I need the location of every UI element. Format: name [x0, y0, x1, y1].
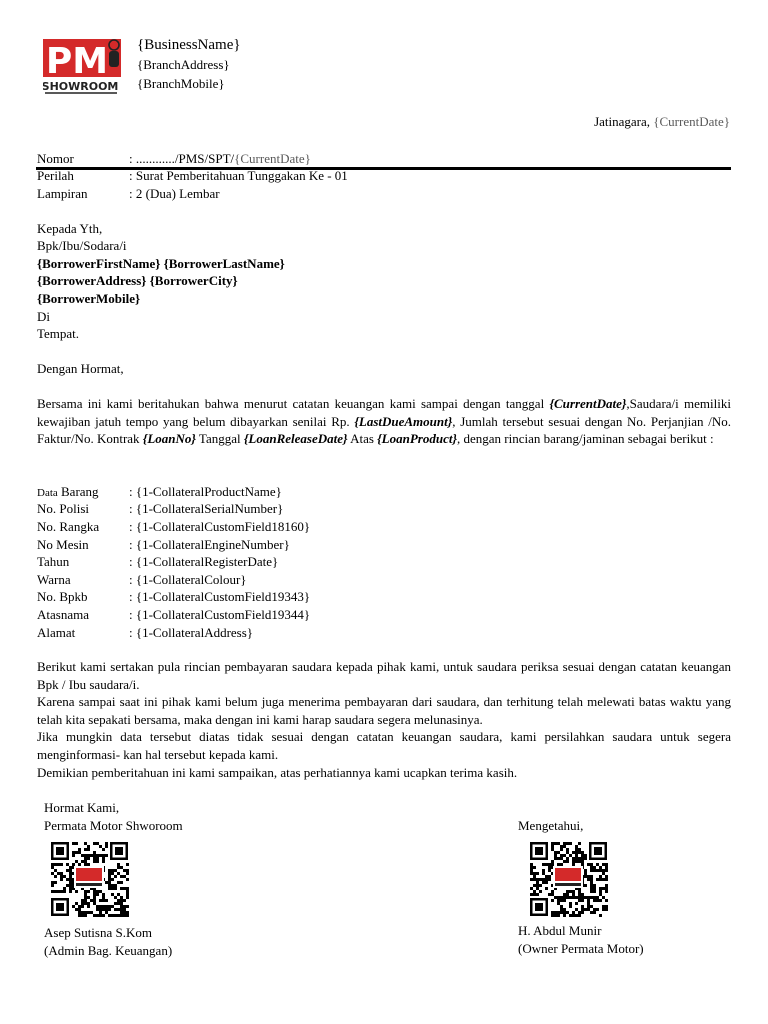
meta-row-perilah: [37, 167, 731, 184]
borrower-name: {BorrowerFirstName} {BorrowerLastName}: [37, 256, 285, 271]
qr-signature-right: [530, 842, 608, 917]
borrower-address: {BorrowerAddress} {BorrowerCity}: [37, 273, 238, 288]
signature-left-company: Permata Motor Shworoom: [44, 818, 183, 833]
collateral-label: No. Bpkb: [37, 589, 88, 604]
branch-mobile: {BranchMobile}: [137, 76, 225, 91]
recipient-line2: Bpk/Ibu/Sodara/i: [37, 238, 127, 253]
collateral-row: [37, 553, 731, 570]
recipient-tempat: Tempat.: [37, 326, 80, 341]
body-paragraph: Bersama ini kami beritahukan bahwa menurut catatan keuangan kami sampai dengan tanggal {CurrentDate},Saudara/i memiliki kewajiban jatuh tempo yang belum dibayarkan senilai Rp. {LastDueAmount}, Jumlah tersebut sesuai dengan No. Perjanjian /No. Faktur/No. Kontrak {LoanNo} Tanggal {LoanReleaseDate} Atas {LoanProduct}, dengan rincian barang/jaminan sebagai berikut :: [37, 396, 732, 447]
collateral-value: : {1-CollateralEngineNumber}: [129, 537, 290, 552]
recipient-line1: Kepada Yth,: [37, 221, 103, 236]
meta-value: : ............/PMS/SPT/{CurrentDate}: [129, 151, 311, 166]
closing-paragraph-3: Jika mungkin data tersebut diatas tidak sesuai dengan catatan keuangan saudara, kami persilahkan saudara untuk segera menginformasi- kan hal tersebut kepada kami.: [37, 729, 731, 762]
logo-text: PM: [45, 41, 109, 82]
qr-logo-mark: [76, 868, 102, 881]
closing-paragraph-4: Demikian pemberitahuan ini kami sampaikan, atas perhatiannya kami ucapkan terima kasih.: [37, 765, 518, 780]
closing-paragraph-2: Karena sampai saat ini pihak kami belum juga menerima pembayaran dari saudara, dan terhitung telah melewati batas waktu yang telah kita sepakati bersama, maka dengan ini kami harap saudara segera melunasinya.: [37, 694, 731, 727]
collateral-row: [37, 606, 731, 623]
collateral-value: : {1-CollateralProductName}: [129, 484, 282, 499]
collateral-value: : {1-CollateralColour}: [129, 572, 247, 587]
collateral-value: : {1-CollateralAddress}: [129, 625, 254, 640]
collateral-label: No. Polisi: [37, 501, 90, 516]
recipient-di: Di: [37, 309, 50, 324]
qr-code-right: [530, 842, 608, 921]
collateral-row: [37, 624, 731, 641]
collateral-label: Alamat: [37, 625, 76, 640]
meta-row-lampiran: [37, 185, 731, 202]
qr-code-left: [51, 842, 129, 921]
letter-date: [594, 114, 730, 130]
field-loan-product: {LoanProduct}: [377, 431, 457, 447]
qr-signature-left: [51, 842, 129, 917]
field-loan-release-date: {LoanReleaseDate}: [243, 431, 348, 447]
collateral-row: [37, 518, 731, 535]
meta-label: Perilah: [37, 168, 74, 183]
business-name: {BusinessName}: [137, 37, 241, 53]
signer-right-name: H. Abdul Munir: [518, 923, 602, 938]
collateral-label: No Mesin: [37, 537, 89, 552]
signer-left-name: Asep Sutisna S.Kom: [44, 925, 152, 940]
business-info: [137, 36, 241, 93]
company-logo: [43, 37, 123, 95]
borrower-mobile: {BorrowerMobile}: [37, 291, 141, 306]
letter-date-value: {CurrentDate}: [653, 114, 730, 129]
signature-left-header: [44, 799, 183, 835]
signature-right-footer: [518, 922, 644, 958]
signer-right-role: (Owner Permata Motor): [518, 941, 644, 956]
meta-value: : Surat Pemberitahuan Tunggakan Ke - 01: [129, 168, 348, 183]
collateral-label: No. Rangka: [37, 519, 100, 534]
signature-left-footer: [44, 924, 172, 960]
field-loan-no: {LoanNo}: [142, 431, 196, 447]
collateral-row: [37, 588, 731, 605]
field-current-date: {CurrentDate}: [549, 396, 627, 411]
collateral-value: : {1-CollateralRegisterDate}: [129, 554, 279, 569]
closing-paragraph-1: Berikut kami sertakan pula rincian pembayaran saudara kepada pihak kami, untuk saudara periksa sesuai dengan catatan keuangan Bpk / Ibu saudara/i.: [37, 659, 731, 692]
meta-value: : 2 (Dua) Lembar: [129, 186, 220, 201]
collateral-row: [37, 536, 731, 553]
collateral-label: Atasnama: [37, 607, 89, 622]
logo-subtext: SHOWROOM: [43, 80, 119, 93]
collateral-label: Warna: [37, 572, 71, 587]
collateral-row: [37, 571, 731, 588]
signer-left-role: (Admin Bag. Keuangan): [44, 943, 173, 958]
qr-logo-mark: [555, 868, 581, 881]
greeting: Dengan Hormat,: [37, 361, 124, 376]
meta-row-nomor: [37, 150, 731, 167]
collateral-label: Data Barang: [37, 484, 99, 499]
meta-label: Lampiran: [37, 186, 88, 201]
branch-address: {BranchAddress}: [137, 57, 230, 72]
collateral-row: [37, 500, 731, 517]
signature-left-greeting: Hormat Kami,: [44, 800, 120, 815]
collateral-value: : {1-CollateralCustomField18160}: [129, 519, 311, 534]
signature-right-header: Mengetahui,: [518, 818, 584, 833]
collateral-label: Tahun: [37, 554, 70, 569]
collateral-value: : {1-CollateralSerialNumber}: [129, 501, 284, 516]
letter-place: Jatinagara,: [594, 114, 651, 129]
collateral-value: : {1-CollateralCustomField19344}: [129, 607, 311, 622]
meta-label: Nomor: [37, 151, 74, 166]
field-last-due-amount: {LastDueAmount}: [354, 413, 453, 429]
collateral-value: : {1-CollateralCustomField19343}: [129, 589, 311, 604]
collateral-row: [37, 483, 731, 500]
